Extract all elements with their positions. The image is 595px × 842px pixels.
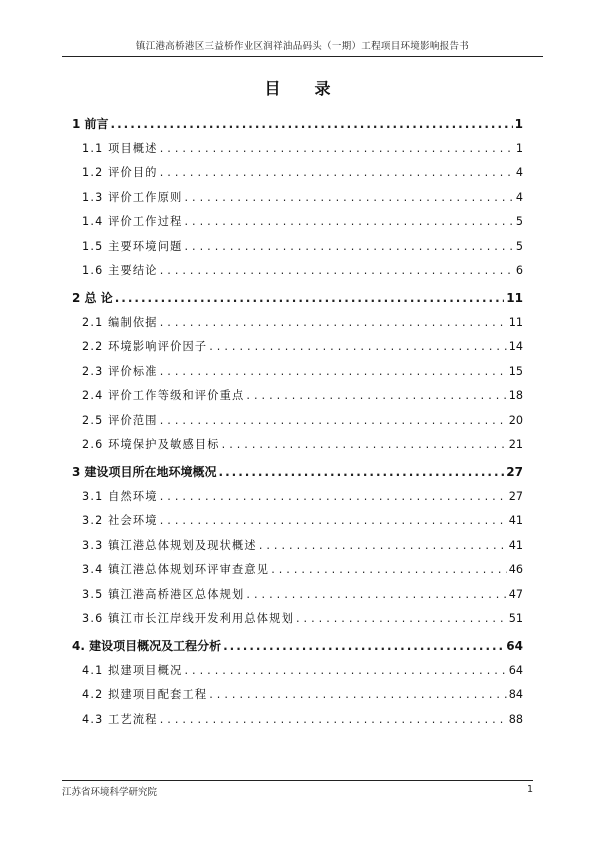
toc-entry-label: 3.1 自然环境 <box>82 489 158 503</box>
toc-leader-dots <box>259 534 507 559</box>
toc-entry-label: 4.3 工艺流程 <box>82 712 158 726</box>
toc-leader-dots <box>246 583 506 608</box>
toc-chapter-entry[interactable] <box>72 286 523 311</box>
toc-entry-page: 15 <box>508 364 523 378</box>
toc-entry-page: 4 <box>515 166 523 179</box>
table-of-contents <box>72 112 523 732</box>
toc-section-entry[interactable] <box>72 683 523 708</box>
toc-entry-label: 1.3 评价工作原则 <box>82 190 183 204</box>
footer-institution: 江苏省环境科学研究院 <box>62 787 158 798</box>
toc-entry-page: 14 <box>508 340 523 353</box>
toc-leader-dots <box>160 259 514 284</box>
toc-leader-dots <box>160 161 514 186</box>
toc-entry-page: 5 <box>515 239 523 253</box>
toc-section-entry[interactable] <box>72 583 523 608</box>
footer-page-number: 1 <box>526 784 533 795</box>
toc-section-entry[interactable] <box>72 433 523 458</box>
toc-section-entry[interactable] <box>72 259 523 284</box>
toc-entry-page: 41 <box>508 538 523 552</box>
toc-section-entry[interactable] <box>72 607 523 632</box>
toc-leader-dots <box>111 112 513 137</box>
toc-entry-label: 3.2 社会环境 <box>82 514 158 527</box>
toc-section-entry[interactable] <box>72 335 523 360</box>
toc-entry-page: 27 <box>508 489 523 503</box>
toc-entry-label: 4. 建设项目概况及工程分析 <box>72 639 222 653</box>
toc-entry-label: 3.4 镇江港总体规划环评审查意见 <box>82 563 270 576</box>
toc-section-entry[interactable] <box>72 558 523 583</box>
toc-leader-dots <box>219 460 505 485</box>
page-footer <box>62 780 533 798</box>
toc-leader-dots <box>184 235 513 260</box>
toc-entry-page: 46 <box>508 563 523 576</box>
toc-section-entry[interactable] <box>72 311 523 336</box>
toc-chapter-entry[interactable] <box>72 460 523 485</box>
toc-entry-label: 2.4 评价工作等级和评价重点 <box>82 389 245 402</box>
toc-leader-dots <box>184 210 513 235</box>
toc-leader-dots <box>160 311 507 336</box>
toc-entry-page: 41 <box>508 514 523 527</box>
toc-leader-dots <box>184 186 513 211</box>
toc-section-entry[interactable] <box>72 534 523 559</box>
toc-entry-label: 3.5 镇江港高桥港区总体规划 <box>82 587 245 601</box>
toc-leader-dots <box>115 286 505 311</box>
toc-leader-dots <box>160 409 507 434</box>
running-header: 镇江港高桥港区三益桥作业区润祥油品码头（一期）工程项目环境影响报告书 <box>62 38 543 57</box>
toc-leader-dots <box>209 335 507 360</box>
toc-entry-label: 2.2 环境影响评价因子 <box>82 340 208 353</box>
toc-section-entry[interactable] <box>72 186 523 211</box>
toc-entry-page: 4 <box>515 190 523 204</box>
toc-entry-label: 1.2 评价目的 <box>82 166 158 179</box>
toc-entry-page: 64 <box>506 639 523 653</box>
toc-chapter-entry[interactable] <box>72 112 523 137</box>
toc-entry-page: 20 <box>508 413 523 427</box>
toc-chapter-entry[interactable] <box>72 634 523 659</box>
toc-entry-label: 3.6 镇江市长江岸线开发利用总体规划 <box>82 612 294 625</box>
toc-leader-dots <box>160 360 507 385</box>
toc-entry-page: 11 <box>508 315 523 329</box>
toc-entry-label: 3 建设项目所在地环境概况 <box>72 465 217 479</box>
toc-entry-label: 3.3 镇江港总体规划及现状概述 <box>82 538 257 552</box>
toc-leader-dots <box>223 634 504 659</box>
toc-entry-label: 2.1 编制依据 <box>82 315 158 329</box>
toc-entry-label: 2 总 论 <box>72 291 113 305</box>
toc-entry-label: 1.4 评价工作过程 <box>82 215 183 228</box>
toc-entry-label: 1.1 项目概述 <box>82 141 158 155</box>
toc-section-entry[interactable] <box>72 708 523 733</box>
toc-section-entry[interactable] <box>72 210 523 235</box>
toc-entry-label: 2.3 评价标准 <box>82 364 158 378</box>
toc-entry-label: 4.1 拟建项目概况 <box>82 663 183 677</box>
page-title: 目录 <box>264 79 365 98</box>
toc-leader-dots <box>271 558 507 583</box>
toc-entry-label: 2.5 评价范围 <box>82 413 158 427</box>
toc-leader-dots <box>296 607 507 632</box>
toc-entry-page: 6 <box>515 264 523 277</box>
toc-section-entry[interactable] <box>72 137 523 162</box>
toc-entry-label: 1.6 主要结论 <box>82 264 158 277</box>
toc-entry-label: 1 前言 <box>72 117 109 131</box>
toc-leader-dots <box>160 708 507 733</box>
toc-section-entry[interactable] <box>72 235 523 260</box>
toc-entry-page: 84 <box>508 688 523 701</box>
toc-section-entry[interactable] <box>72 659 523 684</box>
toc-section-entry[interactable] <box>72 360 523 385</box>
toc-entry-label: 4.2 拟建项目配套工程 <box>82 688 208 701</box>
toc-entry-page: 21 <box>508 438 523 451</box>
toc-entry-page: 5 <box>515 215 523 228</box>
toc-entry-label: 2.6 环境保护及敏感目标 <box>82 438 220 451</box>
toc-section-entry[interactable] <box>72 509 523 534</box>
toc-entry-page: 64 <box>508 663 523 677</box>
toc-section-entry[interactable] <box>72 485 523 510</box>
toc-entry-page: 47 <box>508 587 523 601</box>
toc-leader-dots <box>222 433 507 458</box>
toc-leader-dots <box>160 509 507 534</box>
toc-entry-page: 88 <box>508 712 523 726</box>
toc-entry-page: 51 <box>508 612 523 625</box>
toc-entry-page: 27 <box>506 465 523 479</box>
toc-entry-page: 1 <box>514 117 523 131</box>
toc-leader-dots <box>184 659 506 684</box>
toc-section-entry[interactable] <box>72 161 523 186</box>
toc-leader-dots <box>209 683 507 708</box>
toc-entry-page: 18 <box>508 389 523 402</box>
toc-entry-page: 1 <box>515 141 523 155</box>
toc-leader-dots <box>160 137 514 162</box>
toc-entry-label: 1.5 主要环境问题 <box>82 239 183 253</box>
toc-section-entry[interactable] <box>72 409 523 434</box>
toc-leader-dots <box>246 384 506 409</box>
toc-section-entry[interactable] <box>72 384 523 409</box>
toc-leader-dots <box>160 485 507 510</box>
toc-entry-page: 11 <box>506 291 523 305</box>
